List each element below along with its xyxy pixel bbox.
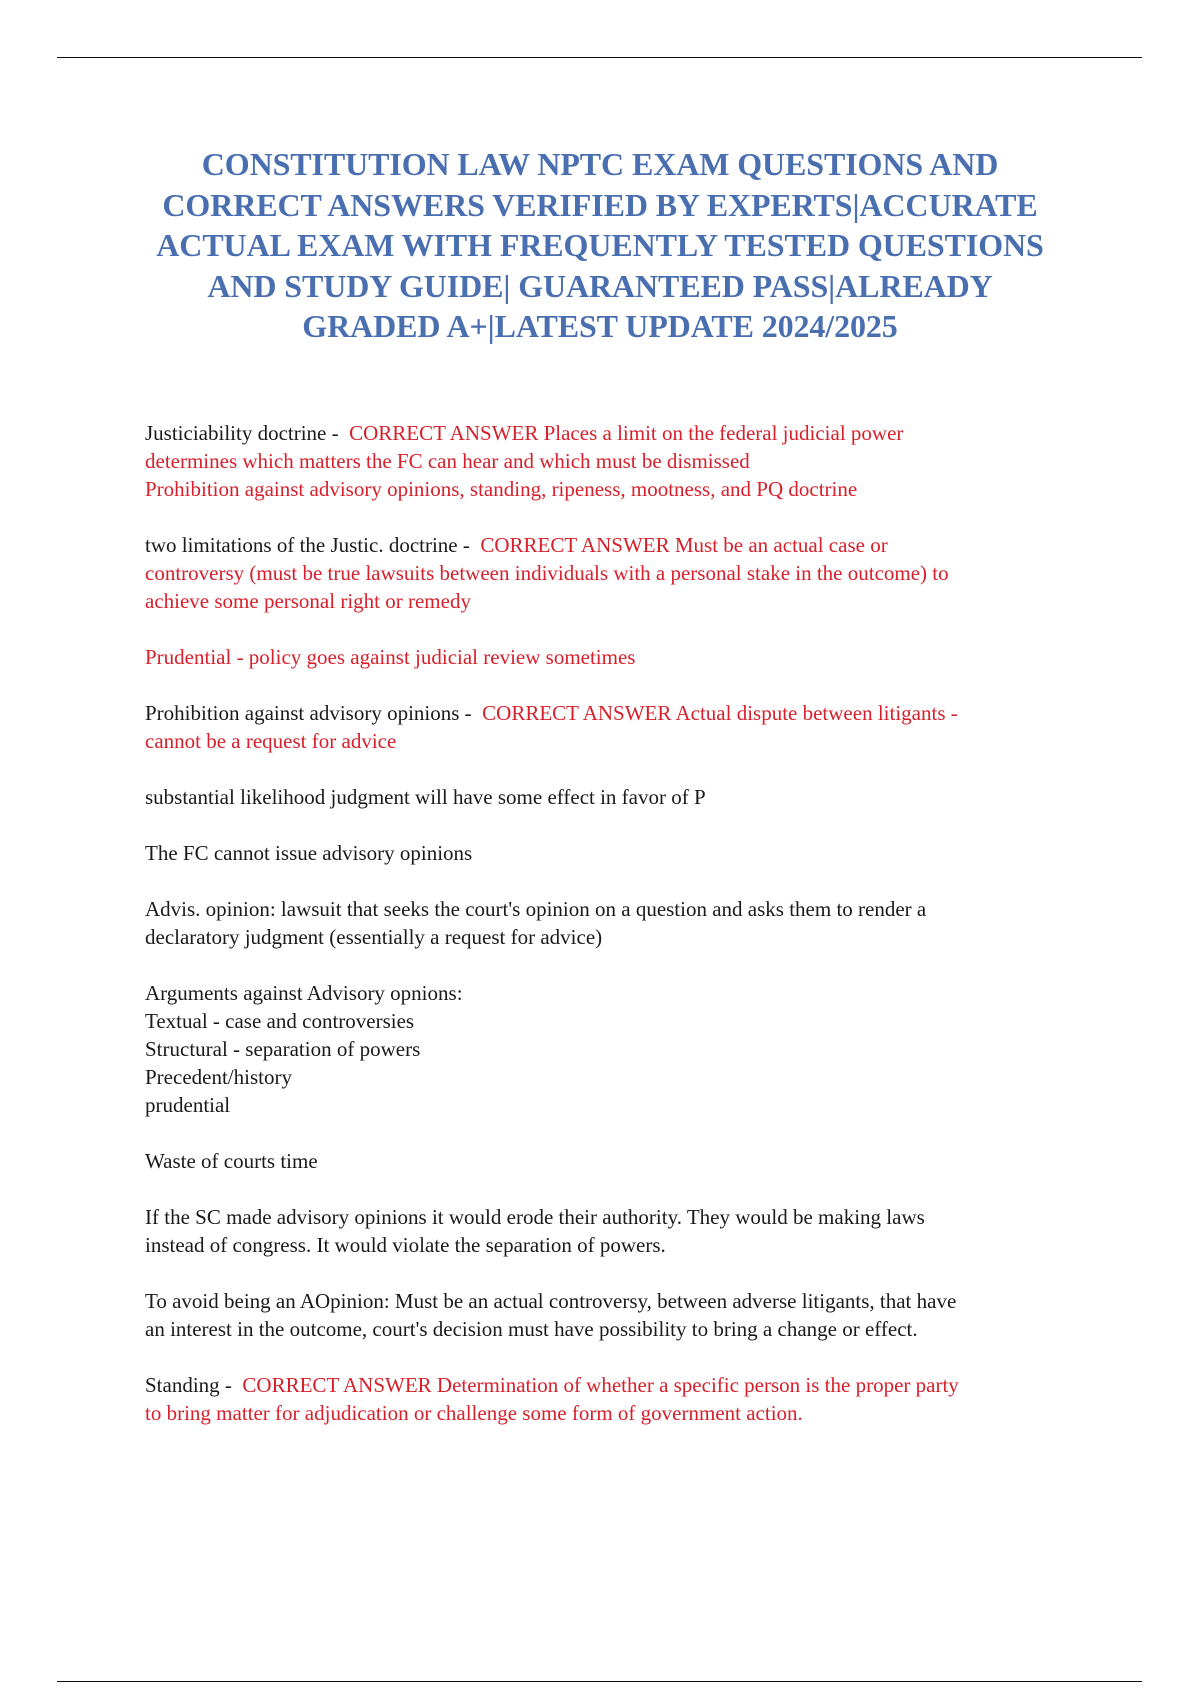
body-text: Waste of courts time	[145, 1149, 318, 1173]
paragraph-waste	[145, 1147, 1105, 1175]
bottom-rule	[57, 1681, 1142, 1682]
answer-text: CORRECT ANSWER Places a limit on the federal judicial power	[349, 421, 904, 445]
answer-text: CORRECT ANSWER Must be an actual case or	[480, 533, 888, 557]
question-text: Justiciability doctrine -	[145, 421, 339, 445]
list-item: Textual - case and controversies	[145, 1009, 415, 1033]
document-body	[145, 419, 1105, 1455]
answer-text: controversy (must be true lawsuits between individuals with a personal stake in the outcome) to	[145, 561, 949, 585]
body-text: instead of congress. It would violate the separation of powers.	[145, 1233, 666, 1257]
paragraph-likelihood	[145, 783, 1105, 811]
answer-text: CORRECT ANSWER Determination of whether a specific person is the proper party	[242, 1373, 959, 1397]
question-text: Standing -	[145, 1373, 232, 1397]
body-text: substantial likelihood judgment will have some effect in favor of P	[145, 785, 706, 809]
title-line: AND STUDY GUIDE| GUARANTEED PASS|ALREADY	[207, 267, 993, 304]
list-item: Structural - separation of powers	[145, 1037, 421, 1061]
title-line: ACTUAL EXAM WITH FREQUENTLY TESTED QUESTIONS	[156, 227, 1044, 263]
qa-first-line	[145, 531, 1105, 559]
list-item: prudential	[145, 1093, 231, 1117]
title-line: GRADED A+|LATEST UPDATE 2024/2025	[302, 308, 898, 344]
qa-first-line	[145, 1371, 1105, 1399]
arguments-list	[145, 979, 1105, 1119]
body-text: The FC cannot issue advisory opinions	[145, 841, 473, 865]
paragraph-avoid	[145, 1287, 1105, 1343]
answer-text: cannot be a request for advice	[145, 729, 397, 753]
paragraph-fc	[145, 839, 1105, 867]
qa-first-line	[145, 419, 1105, 447]
body-text: an interest in the outcome, court's decision must have possibility to bring a change or effect.	[145, 1317, 918, 1341]
title-line: CORRECT ANSWERS VERIFIED BY EXPERTS|ACCURATE	[162, 186, 1038, 223]
top-rule	[57, 57, 1142, 58]
answer-text: to bring matter for adjudication or challenge some form of government action.	[145, 1401, 803, 1425]
question-text: Prohibition against advisory opinions -	[145, 701, 472, 725]
qa-standing	[145, 1371, 1105, 1427]
body-text: To avoid being an AOpinion: Must be an actual controversy, between adverse litigants, that have	[145, 1289, 957, 1313]
list-item: Arguments against Advisory opnions:	[145, 981, 463, 1005]
question-text: two limitations of the Justic. doctrine -	[145, 533, 470, 557]
qa-justiciability	[145, 419, 1105, 503]
answer-text: achieve some personal right or remedy	[145, 589, 471, 613]
answer-text: determines which matters the FC can hear and which must be dismissed	[145, 449, 750, 473]
paragraph-advis-opinion	[145, 895, 1105, 951]
prudential-paragraph	[145, 643, 1105, 671]
body-text: Advis. opinion: lawsuit that seeks the court's opinion on a question and asks them to render a	[145, 897, 927, 921]
list-item: Precedent/history	[145, 1065, 292, 1089]
body-text: If the SC made advisory opinions it would erode their authority. They would be making laws	[145, 1205, 925, 1229]
body-text: declaratory judgment (essentially a request for advice)	[145, 925, 603, 949]
document-title	[100, 144, 1100, 347]
paragraph-sc	[145, 1203, 1105, 1259]
answer-text: CORRECT ANSWER Actual dispute between litigants -	[482, 701, 958, 725]
answer-text: Prudential - policy goes against judicial review sometimes	[145, 645, 636, 669]
answer-text: Prohibition against advisory opinions, standing, ripeness, mootness, and PQ doctrine	[145, 477, 858, 501]
qa-advisory-opinions	[145, 699, 1105, 755]
qa-first-line	[145, 699, 1105, 727]
title-line: CONSTITUTION LAW NPTC EXAM QUESTIONS AND	[201, 146, 999, 182]
qa-two-limitations	[145, 531, 1105, 615]
